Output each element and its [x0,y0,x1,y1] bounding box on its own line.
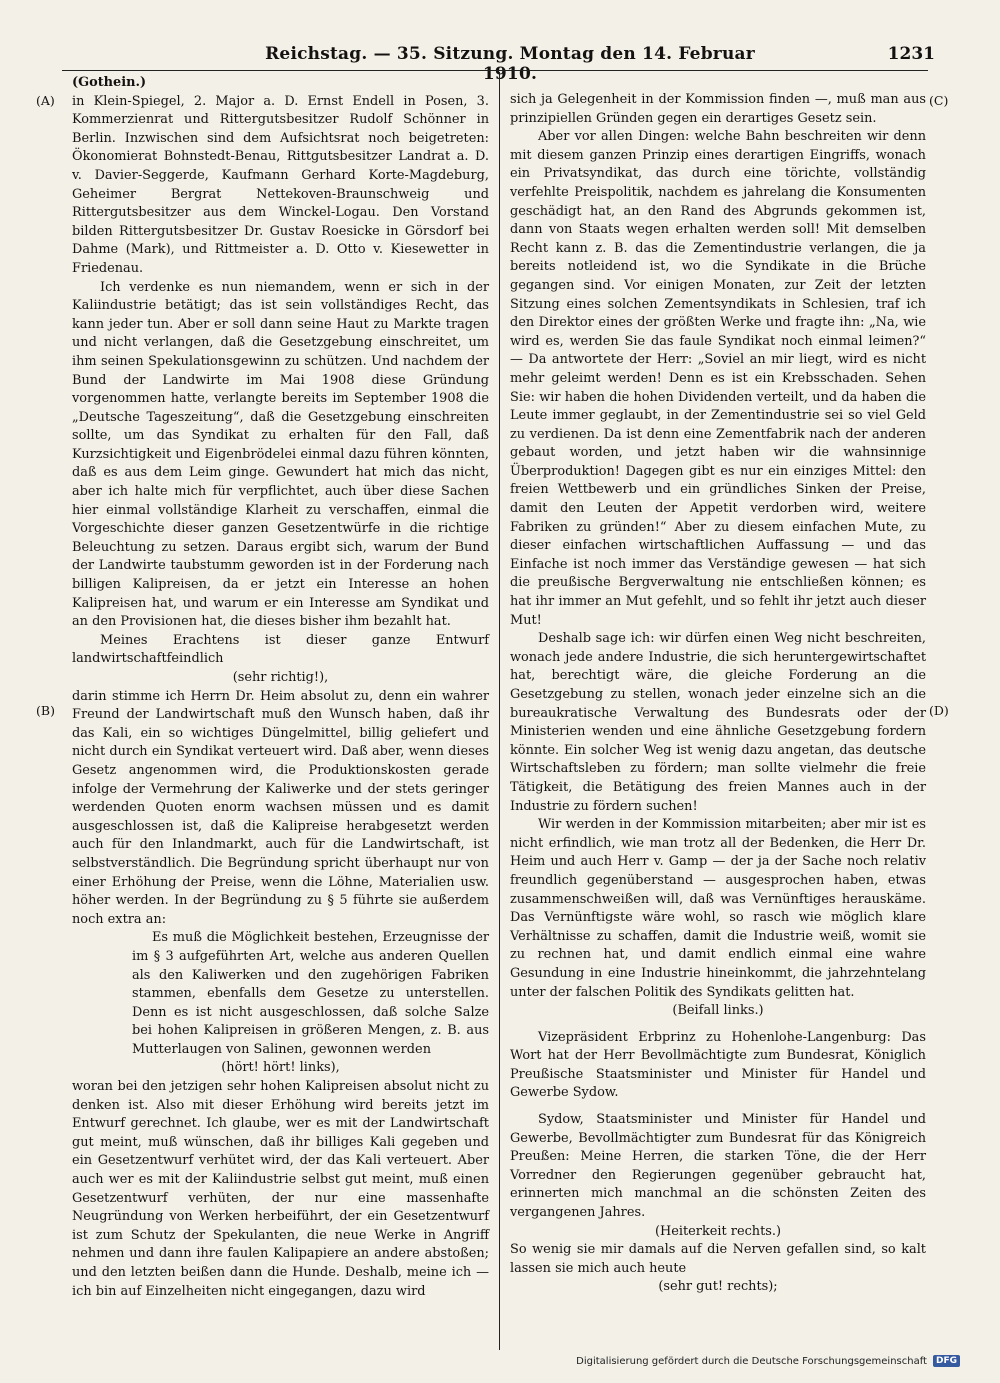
spacer [510,1103,926,1111]
sydow-statement: Sydow, Staatsminister und Minister für Handel und Gewerbe, Bevollmächtigter zum Bundesrat für das Königreich Preußen: Meine Herren, die starken Töne, die der Herr Vorredner den Regierungen gegenüber gebraucht hat, erinnerten mich manchmal an die schönsten Zeiten des vergangenen Jahres. [510,1112,926,1221]
interjection: (Beifall links.) [672,1003,764,1019]
page-number: 1231 [887,44,935,64]
paragraph: woran bei den jetzigen sehr hohen Kalipreisen absolut nicht zu denken ist. Also mit dieser Erhöhung wird bereits jetzt im Entwurf gerechnet. Ich glaube, wer es mit der Landwirtschaft gut meint, muß wünschen, daß ihr billiges Kali gegeben und ein Gesetzentwurf verhütet wird, der das Kali verteuert. Aber auch wer es mit der Kaliindustrie selbst gut meint, muß einen Gesetzentwurf verhüten, der nur eine massenhafte Neugründung von Werken herbeiführt, der ein Gesetzentwurf ist zum Schutz der Spekulanten, die neue Werke in Angriff nehmen und dann ihre faulen Kalipapiere an andere abstoßen; und den letzten beißen dann die Hunde. Deshalb, meine ich — ich bin auf Einzelheiten nicht eingegangen, dazu wird [72,1079,489,1299]
margin-marker-a: (A) [36,93,55,108]
interjection: (sehr gut! rechts); [658,1279,778,1295]
paragraph: Meines Erachtens ist dieser ganze Entwurf landwirtschaftfeindlich [72,632,489,667]
paragraph: Aber vor allen Dingen: welche Bahn beschreiten wir denn mit diesem ganzen Prinzip eines derartigen Eingriffs, wonach ein Privatsyndikat, das durch eine törichte, vollständig verfehlte Preispolitik, nachdem es jahrelang die Konsumenten geschädigt hat, an den Rand des Abgrunds gekommen ist, dann von Staats wegen erhalten werden soll! Mit demselben Recht kann z. B. das die Zementindustrie verlangen, die ja bereits notleidend ist, wo die Syndikate in die Brüche gegangen sind. Vor einigen Monaten, zur Zeit der letzten Sitzung eines solchen Zementsyndikats in Schlesien, traf ich den Direktor eines der größten Werke und fragte ihn: „Na, wie wird es, werden Sie das faule Syndikat noch einmal leimen?“ — Da antwortete der Herr: „Soviel an mir liegt, wird es nicht mehr geleimt werden! Denn es ist ein Krebsschaden. Sehen Sie: wir haben die hohen Dividenden verteilt, und da haben die Leute immer geglaubt, in der Zementindustrie sei so viel Geld zu verdienen. Da ist denn eine Zementfabrik nach der anderen gebaut worden, und jetzt haben wir die wahnsinnige Überproduktion! Dagegen gibt es nur ein einziges Mittel: den freien Wettbewerb und ein gründliches Sinken der Preise, damit den Leuten der Appetit verdorben wird, weitere Fabriken zu gründen!“ Aber zu diesem einfachen Mute, zu dieser einfachen wirtschaftlichen Auffassung — und das Einfache ist noch immer das Verständige gewesen — hat sich die preußische Bergverwaltung nie entschließen können; es hat ihr immer an Mut gefehlt, und so fehlt ihr jetzt auch dieser Mut! [510,129,926,628]
margin-marker-b: (B) [36,703,55,718]
paragraph: Wir werden in der Kommission mitarbeiten; aber mir ist es nicht erfindlich, wie man trotz all der Bedenken, die Herr Dr. Heim und auch Herr v. Gamp — der ja der Sache noch relativ freundlich gegenüberstand — ausgesprochen haben, etwas zusammenschweißen will, daß was Vernünftiges herauskäme. Das Vernünftigste wäre wohl, so rasch wie möglich klare Verhältnisse zu schaffen, damit die Industrie weiß, womit sie zu rechnen hat, und damit endlich einmal eine wahre Gesundung in eine Industrie hineinkommt, die jahrzehntelang unter der falschen Politik des Syndikats gelitten hat. [510,817,926,1000]
vice-president-statement: Vizepräsident Erbprinz zu Hohenlohe-Langenburg: Das Wort hat der Herr Bevollmächtigte zum Bundesrat, Königlich Preußische Staatsminister und Minister für Handel und Gewerbe Sydow. [510,1029,926,1101]
interjection: (sehr richtig!), [232,670,329,685]
margin-marker-c: (C) [929,93,949,108]
paragraph: sich ja Gelegenheit in der Kommission finden —, muß man aus prinzipiellen Gründen gegen ein derartiges Gesetz sein. [510,92,926,126]
interjection: (hört! hört! links), [221,1060,340,1076]
column-divider [499,72,500,1350]
footer [576,1355,960,1367]
header-rule [62,70,928,71]
footer-text: Digitalisierung gefördert durch die Deutsche Forschungsgemeinschaft [576,1355,927,1367]
paragraph: Deshalb sage ich: wir dürfen einen Weg nicht beschreiten, wonach jede andere Industrie, die sich heruntergewirtschaftet hat, berechtigt wäre, die gleiche Forderung an die Gesetzgebung zu stellen, wonach jeder einzelne sich an die bureaukratische Verwaltung des Bundesrats oder der Ministerien wenden und eine ähnliche Gesetzgebung fordern könnte. Ein solcher Weg ist wenig dazu angetan, das deutsche Wirtschaftsleben zu fördern; man sollte vielmehr die freie Tätigkeit, die Betätigung des freien Mannes auch in der Industrie zu fördern suchen! [510,631,926,814]
block-quote: Es muß die Möglichkeit bestehen, Erzeugnisse der im § 3 aufgeführten Art, welche aus anderen Quellen als den Kaliwerken und den zugehörigen Fabriken stammen, ebenfalls dem Gesetze zu unterstellen. Denn es ist nicht ausgeschlossen, daß solche Salze bei hohen Kalipreisen in größeren Mengen, z. B. aus Mutterlaugen von Salinen, gewonnen werden [132,930,489,1057]
page-title: Reichstag. — 35. Sitzung. Montag den 14. Februar 1910. [265,44,755,84]
paragraph: darin stimme ich Herrn Dr. Heim absolut zu, denn ein wahrer Freund der Landwirtschaft muß den Wunsch haben, daß ihr das Kali, ein so wichtiges Düngelmittel, billig geliefert und nicht durch ein Syndikat verteuert wird. Daß aber, wenn dieses Gesetz angenommen wird, die Produktionskosten gerade infolge der Vermehrung der Kaliwerke und der stets geringer werdenden Quoten enorm wachsen müssen und es damit ausgeschlossen ist, daß die Kalipreise herabgesetzt werden auch für den Inlandmarkt, auch für die Landwirtschaft, ist selbstverständlich. Die Begründung spricht überhaupt nur von einer Erhöhung der Preise, wenn die Löhne, Materialien usw. höher werden. In der Begründung zu § 5 führte sie außerdem noch extra an: [72,688,489,927]
spacer [510,1021,926,1029]
margin-marker-d: (D) [929,703,949,718]
left-column [72,74,489,1301]
interjection: (Heiterkeit rechts.) [654,1223,782,1239]
speaker-tag: (Gothein.) [72,75,147,90]
paragraph: in Klein-Spiegel, 2. Major a. D. Ernst Endell in Posen, 3. Kommerzienrat und Rittergutsbesitzer Rudolf Schönner in Berlin. Inzwischen sind dem Aufsichtsrat noch beigetreten: Ökonomierat Bohnstedt-Benau, Rittgutsbesitzer Landrat a. D. v. Davier-Seggerde, Kaufmann Gerhard Korte-Magdeburg, Geheimer Bergrat Nettekoven-Braunschweig und Rittergutsbesitzer aus dem Winckel-Logau. Den Vorstand bilden Rittergutsbesitzer Dr. Gustav Roesicke in Görsdorf bei Dahme (Mark), und Rittmeister a. D. Otto v. Kiesewetter in Friedenau. [72,93,489,276]
paragraph: Ich verdenke es nun niemandem, wenn er sich in der Kaliindustrie betätigt; das ist sein vollständiges Recht, das kann jeder tun. Aber er soll dann seine Haut zu Markte tragen und nicht verlangen, daß die Gesetzgebung einschreitet, um ihm seinen Spekulationsgewinn zu schützen. Und nachdem der Bund der Landwirte im Mai 1908 diese Gründung vorgenommen hatte, verlangte bereits im September 1908 die „Deutsche Tageszeitung“, daß die Gesetzgebung einschreiten sollte, um das Syndikat zu erhalten für den Fall, daß Kurzsichtigkeit und Eigenbrödelei einmal dazu führen könnten, daß es aus dem Leim ginge. Gewundert hat mich das nicht, aber ich halte mich für verpflichtet, auch über diese Sachen hier einmal vollständige Klarheit zu verschaffen, einmal die Vorgeschichte dieser ganzen Gesetzentwürfe in die richtige Beleuchtung zu setzen. Daraus ergibt sich, warum der Bund der Landwirte taubstumm geworden ist in der Forderung nach billigen Kalipreisen, da er jetzt ein Interesse an hohen Kalipreisen hat, und warum er ein Interesse am Syndikat und an den Provisionen hat, die dieses bisher ihm bezahlt hat. [72,279,489,630]
dfg-logo-icon: DFG [933,1355,960,1367]
paragraph: So wenig sie mir damals auf die Nerven gefallen sind, so kalt lassen sie mich auch heute [510,1242,926,1276]
right-column [510,91,926,1297]
